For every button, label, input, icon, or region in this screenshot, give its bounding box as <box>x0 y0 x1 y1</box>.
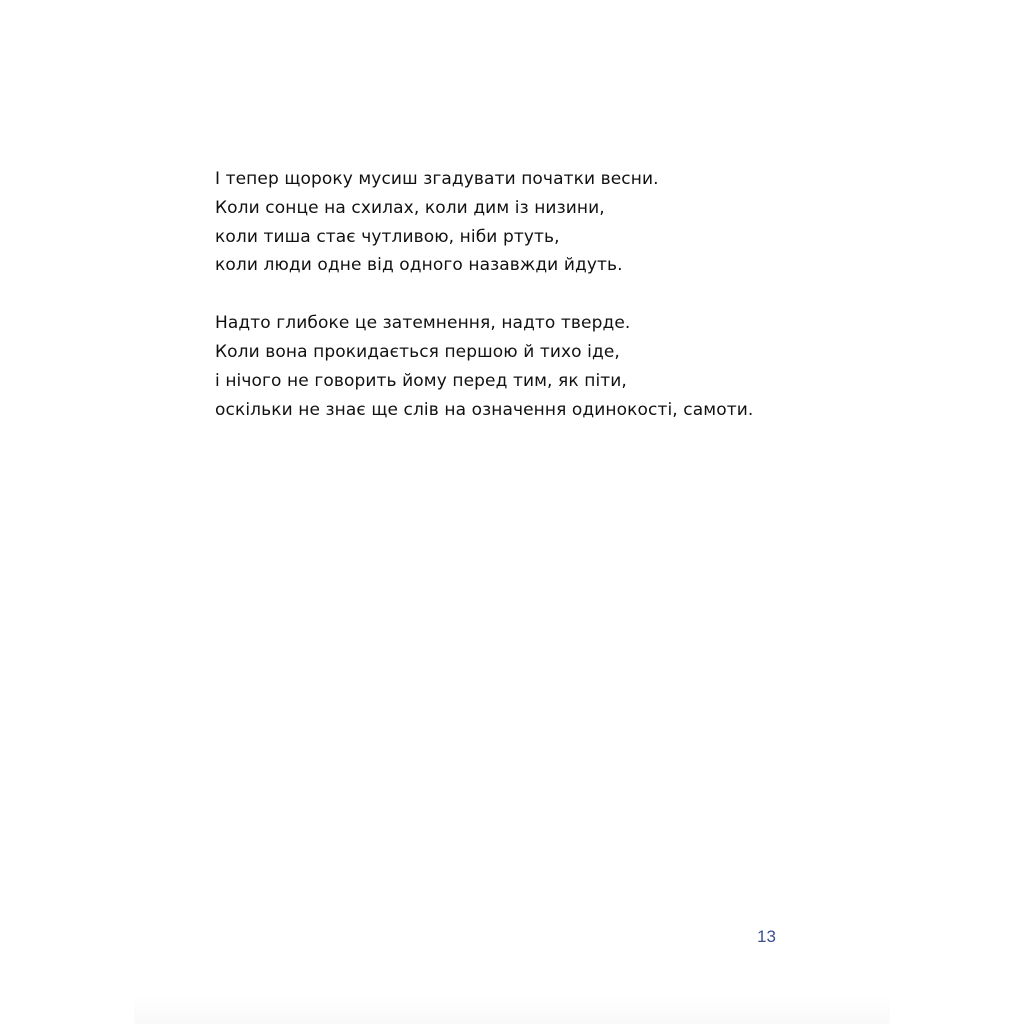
page-number: 13 <box>757 927 776 946</box>
poem-line: коли тиша стає чутливою, ніби ртуть, <box>215 226 560 247</box>
poem-line: і нічого не говорить йому перед тим, як піти, <box>215 370 627 391</box>
stanza-2 <box>215 309 835 424</box>
poem-line: І тепер щороку мусиш згадувати початки весни. <box>215 169 659 189</box>
poem-line: Надто глибоке це затемнення, надто тверде. <box>215 313 631 334</box>
poem-line: Коли сонце на схилах, коли дим із низини, <box>215 197 605 218</box>
poem-line: коли люди одне від одного назавжди йдуть. <box>215 255 623 276</box>
poem-text <box>215 165 835 453</box>
stanza-1 <box>215 165 835 280</box>
poem-line: оскільки не знає ще слів на означення одинокості, самоти. <box>215 399 754 420</box>
page-bottom-edge <box>134 994 890 1024</box>
poem-line: Коли вона прокидається першою й тихо іде, <box>215 341 620 362</box>
